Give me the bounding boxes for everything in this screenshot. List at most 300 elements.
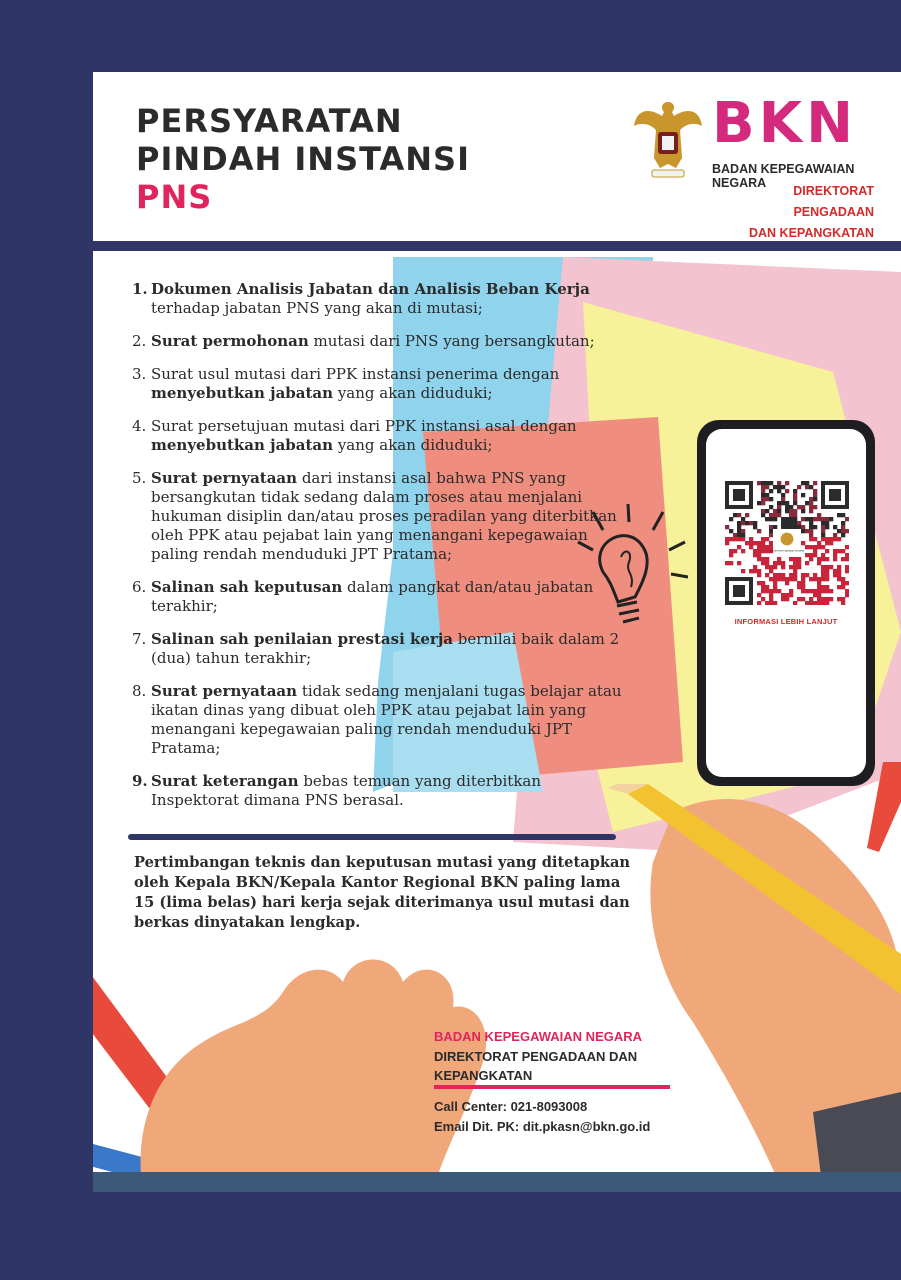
qr-module (777, 577, 781, 581)
qr-module (805, 481, 809, 485)
qr-module (761, 489, 765, 493)
qr-module (845, 553, 849, 557)
qr-module (841, 585, 845, 589)
qr-module (777, 485, 781, 489)
qr-center-emblem (781, 533, 794, 546)
qr-module (773, 561, 777, 565)
qr-module (765, 601, 769, 605)
qr-module (817, 581, 821, 585)
qr-module (757, 553, 761, 557)
qr-module (801, 585, 805, 589)
qr-module (825, 601, 829, 605)
qr-module (753, 541, 757, 545)
bottom-board-edge (93, 1172, 901, 1192)
qr-module (757, 481, 761, 485)
qr-module (749, 521, 753, 525)
qr-module (801, 505, 805, 509)
qr-module (797, 597, 801, 601)
qr-module (837, 537, 841, 541)
qr-module (785, 525, 789, 529)
qr-module (809, 553, 813, 557)
qr-module (837, 597, 841, 601)
qr-module (729, 537, 733, 541)
qr-module (817, 597, 821, 601)
qr-module (813, 545, 817, 549)
qr-module (837, 513, 841, 517)
qr-module (805, 529, 809, 533)
qr-module (769, 569, 773, 573)
qr-module (821, 533, 825, 537)
qr-module (785, 521, 789, 525)
qr-module (761, 485, 765, 489)
qr-module (797, 561, 801, 565)
bkn-logo-wordmark: BKN (712, 91, 857, 156)
requirement-plain-text: dari instansi asal bahwa PNS yang bersangkutan tidak sedang dalam proses atau menjalani hukuman disiplin dan/atau proses peradilan yang diterbitkan oleh PPK atau pejabat lain yang menangani kepegawaian paling rendah menduduki JPT Pratama; (151, 469, 617, 563)
qr-module (777, 513, 781, 517)
qr-module (809, 537, 813, 541)
qr-module (769, 593, 773, 597)
qr-module (829, 565, 833, 569)
qr-module (781, 525, 785, 529)
qr-module (737, 561, 741, 565)
requirement-plain-text: terhadap jabatan PNS yang akan di mutasi; (151, 299, 483, 317)
qr-module (829, 589, 833, 593)
qr-finder-core (733, 585, 745, 597)
requirement-number: 9. (132, 772, 148, 790)
qr-module (769, 545, 773, 549)
qr-module (805, 561, 809, 565)
qr-module (757, 501, 761, 505)
qr-module (813, 553, 817, 557)
requirement-item (132, 630, 632, 668)
requirement-bold-text: menyebutkan jabatan (151, 384, 334, 402)
qr-module (813, 481, 817, 485)
qr-module (845, 529, 849, 533)
requirement-number: 8. (132, 682, 147, 700)
qr-module (753, 569, 757, 573)
qr-module (813, 525, 817, 529)
qr-module (825, 565, 829, 569)
qr-module (801, 529, 805, 533)
qr-module (769, 597, 773, 601)
qr-module (805, 553, 809, 557)
qr-module (817, 517, 821, 521)
qr-module (773, 577, 777, 581)
qr-module (805, 545, 809, 549)
qr-module (769, 517, 773, 521)
qr-module (841, 557, 845, 561)
qr-module (809, 545, 813, 549)
qr-module (797, 557, 801, 561)
qr-module (841, 581, 845, 585)
qr-module (761, 589, 765, 593)
qr-module (845, 593, 849, 597)
qr-module (757, 581, 761, 585)
qr-module (749, 569, 753, 573)
qr-module (781, 577, 785, 581)
qr-module (809, 505, 813, 509)
qr-caption: INFORMASI LEBIH LANJUT (734, 617, 838, 626)
requirement-plain-text: bernilai baik dalam 2 (dua) tahun terakhir; (151, 630, 620, 667)
qr-module (777, 561, 781, 565)
qr-module (845, 581, 849, 585)
qr-module (813, 589, 817, 593)
qr-module (805, 485, 809, 489)
qr-module (765, 589, 769, 593)
title-line-1: PERSYARATAN (136, 102, 403, 140)
qr-module (817, 585, 821, 589)
footer-org-name: BADAN KEPEGAWAIAN NEGARA (434, 1029, 643, 1044)
qr-module (757, 545, 761, 549)
requirement-item (132, 772, 632, 810)
qr-module (841, 521, 845, 525)
qr-module (757, 569, 761, 573)
qr-module (793, 557, 797, 561)
qr-module (773, 601, 777, 605)
bkn-logo-directorate (712, 181, 874, 244)
qr-module (825, 585, 829, 589)
qr-module (793, 509, 797, 513)
qr-module (829, 517, 833, 521)
qr-module (801, 541, 805, 545)
qr-module (837, 573, 841, 577)
qr-module (825, 589, 829, 593)
requirement-item (132, 469, 632, 564)
qr-module (821, 597, 825, 601)
qr-module (741, 521, 745, 525)
qr-module (777, 501, 781, 505)
qr-module (813, 601, 817, 605)
qr-code[interactable] (725, 481, 849, 605)
qr-module (793, 497, 797, 501)
qr-module (825, 537, 829, 541)
qr-module (793, 569, 797, 573)
qr-module (817, 541, 821, 545)
requirement-text (151, 469, 632, 564)
qr-module (801, 581, 805, 585)
qr-module (793, 513, 797, 517)
qr-module (809, 601, 813, 605)
yellow-pencil-right-icon (608, 784, 901, 1044)
qr-module (785, 597, 789, 601)
qr-module (789, 577, 793, 581)
qr-module (841, 529, 845, 533)
qr-module (757, 601, 761, 605)
qr-module (753, 549, 757, 553)
qr-module (797, 581, 801, 585)
qr-module (761, 537, 765, 541)
qr-module (757, 529, 761, 533)
qr-module (801, 493, 805, 497)
qr-module (777, 489, 781, 493)
qr-module (793, 501, 797, 505)
requirement-plain-text: yang akan diduduki; (333, 436, 493, 454)
qr-module (809, 497, 813, 501)
qr-module (821, 553, 825, 557)
requirement-number: 3. (132, 365, 147, 383)
requirement-item (132, 417, 632, 455)
qr-module (797, 525, 801, 529)
qr-module (805, 601, 809, 605)
qr-module (769, 565, 773, 569)
qr-module (817, 577, 821, 581)
qr-module (785, 489, 789, 493)
qr-module (781, 573, 785, 577)
qr-module (833, 573, 837, 577)
footer-directorate: DIREKTORAT PENGADAAN DAN KEPANGKATAN (434, 1049, 638, 1083)
qr-module (741, 569, 745, 573)
qr-module (725, 525, 729, 529)
qr-center-label: BADAN KEPEGAWAIAN NEGARA (770, 550, 804, 553)
qr-module (793, 601, 797, 605)
qr-module (793, 577, 797, 581)
requirement-item (132, 682, 632, 758)
qr-module (781, 521, 785, 525)
qr-module (769, 505, 773, 509)
qr-module (825, 597, 829, 601)
qr-module (825, 517, 829, 521)
qr-module (737, 529, 741, 533)
qr-module (845, 569, 849, 573)
requirement-text (151, 332, 632, 351)
qr-module (781, 501, 785, 505)
qr-module (761, 513, 765, 517)
qr-module (845, 565, 849, 569)
qr-module (845, 557, 849, 561)
qr-module (781, 597, 785, 601)
qr-module (825, 569, 829, 573)
qr-module (837, 585, 841, 589)
qr-module (769, 533, 773, 537)
qr-module (793, 489, 797, 493)
footer-accent-line (434, 1085, 670, 1089)
qr-module (817, 593, 821, 597)
qr-module (821, 545, 825, 549)
requirement-item (132, 365, 632, 403)
qr-module (809, 577, 813, 581)
qr-module (725, 537, 729, 541)
qr-module (841, 597, 845, 601)
qr-module (741, 517, 745, 521)
qr-module (765, 573, 769, 577)
requirement-item (132, 280, 632, 318)
qr-module (801, 525, 805, 529)
qr-module (833, 537, 837, 541)
qr-module (733, 513, 737, 517)
qr-module (817, 601, 821, 605)
qr-module (785, 593, 789, 597)
qr-module (769, 525, 773, 529)
requirement-text (151, 417, 632, 455)
qr-module (801, 517, 805, 521)
qr-module (797, 585, 801, 589)
qr-module (777, 573, 781, 577)
qr-module (753, 553, 757, 557)
qr-module (777, 509, 781, 513)
qr-module (801, 589, 805, 593)
qr-module (837, 577, 841, 581)
qr-module (825, 573, 829, 577)
qr-module (761, 541, 765, 545)
qr-module (809, 521, 813, 525)
qr-module (841, 513, 845, 517)
requirement-plain-text: Surat persetujuan mutasi dari PPK instansi asal dengan (151, 417, 577, 435)
bkn-logo-directorate-line-1: DIREKTORAT PENGADAAN (793, 184, 874, 219)
qr-module (773, 509, 777, 513)
qr-module (765, 481, 769, 485)
qr-module (781, 493, 785, 497)
qr-finder-core (733, 489, 745, 501)
qr-module (805, 589, 809, 593)
qr-module (765, 493, 769, 497)
footer-contact (434, 1097, 650, 1137)
qr-module (765, 545, 769, 549)
requirement-text (151, 578, 632, 616)
qr-module (825, 577, 829, 581)
qr-module (845, 517, 849, 521)
qr-module (773, 513, 777, 517)
qr-module (765, 557, 769, 561)
qr-module (785, 501, 789, 505)
qr-module (765, 565, 769, 569)
requirement-plain-text: Surat usul mutasi dari PPK instansi penerima dengan (151, 365, 560, 383)
bkn-logo-org-name: BADAN KEPEGAWAIAN NEGARA (712, 162, 855, 190)
qr-module (769, 541, 773, 545)
qr-module (765, 485, 769, 489)
requirement-text (151, 682, 632, 758)
qr-module (725, 561, 729, 565)
requirement-plain-text: yang akan diduduki; (333, 384, 493, 402)
qr-module (829, 541, 833, 545)
qr-module (789, 505, 793, 509)
qr-module (737, 537, 741, 541)
qr-module (737, 513, 741, 517)
qr-module (737, 545, 741, 549)
qr-module (781, 561, 785, 565)
requirement-bold-text: menyebutkan jabatan (151, 436, 334, 454)
qr-module (821, 529, 825, 533)
qr-module (757, 593, 761, 597)
qr-module (765, 497, 769, 501)
page-title (136, 102, 470, 216)
qr-module (813, 573, 817, 577)
requirement-number: 4. (132, 417, 147, 435)
qr-module (825, 541, 829, 545)
qr-module (825, 549, 829, 553)
qr-module (789, 573, 793, 577)
qr-module (733, 549, 737, 553)
qr-module (773, 589, 777, 593)
requirement-number: 1. (132, 280, 148, 298)
requirement-number: 7. (132, 630, 147, 648)
requirement-number: 5. (132, 469, 147, 487)
qr-module (781, 565, 785, 569)
qr-module (801, 577, 805, 581)
qr-module (781, 517, 785, 521)
qr-module (769, 497, 773, 501)
qr-module (793, 565, 797, 569)
qr-module (813, 489, 817, 493)
qr-module (729, 553, 733, 557)
title-line-2: PINDAH INSTANSI (136, 140, 470, 178)
qr-module (845, 589, 849, 593)
qr-module (773, 517, 777, 521)
requirement-number: 6. (132, 578, 147, 596)
qr-module (797, 521, 801, 525)
qr-module (809, 533, 813, 537)
qr-module (773, 581, 777, 585)
qr-module (809, 509, 813, 513)
call-center-text: Call Center: 021-8093008 (434, 1099, 588, 1114)
qr-module (749, 537, 753, 541)
qr-module (837, 529, 841, 533)
qr-module (833, 533, 837, 537)
qr-module (833, 525, 837, 529)
qr-module (837, 565, 841, 569)
qr-finder-core (829, 489, 841, 501)
qr-module (833, 569, 837, 573)
qr-module (829, 537, 833, 541)
qr-module (765, 517, 769, 521)
list-divider (128, 834, 616, 840)
qr-module (797, 485, 801, 489)
qr-module (809, 529, 813, 533)
qr-module (841, 533, 845, 537)
qr-module (765, 561, 769, 565)
qr-module (817, 545, 821, 549)
requirement-text (151, 280, 632, 318)
qr-module (801, 573, 805, 577)
qr-module (829, 597, 833, 601)
qr-module (813, 577, 817, 581)
qr-module (761, 493, 765, 497)
qr-module (837, 549, 841, 553)
qr-module (805, 517, 809, 521)
qr-module (821, 573, 825, 577)
qr-module (757, 557, 761, 561)
qr-module (765, 537, 769, 541)
requirement-plain-text: tidak sedang menjalani tugas belajar atau ikatan dinas yang dibuat oleh PPK atau pejabat lain yang menangani kepegawaian paling rendah menduduki JPT Pratama; (151, 682, 622, 757)
qr-module (769, 589, 773, 593)
qr-module (813, 517, 817, 521)
qr-module (793, 493, 797, 497)
qr-module (793, 561, 797, 565)
requirement-text (151, 772, 632, 810)
requirement-plain-text: bebas temuan yang diterbitkan Inspektorat dimana PNS berasal. (151, 772, 542, 809)
qr-module (725, 541, 729, 545)
qr-module (761, 561, 765, 565)
qr-module (821, 521, 825, 525)
qr-module (833, 557, 837, 561)
qr-module (745, 521, 749, 525)
bkn-logo-directorate-line-2: DAN KEPANGKATAN (749, 226, 874, 240)
qr-module (841, 525, 845, 529)
qr-module (817, 561, 821, 565)
processing-note: Pertimbangan teknis dan keputusan mutasi yang ditetapkan oleh Kepala BKN/Kepala Kantor Regional BKN paling lama 15 (lima belas) hari kerja sejak diterimanya usul mutasi dan berkas dinyatakan lengkap. (134, 854, 631, 931)
qr-module (781, 485, 785, 489)
qr-module (769, 513, 773, 517)
qr-module (769, 577, 773, 581)
qr-module (753, 525, 757, 529)
requirement-bold-text: Dokumen Analisis Jabatan dan Analisis Beban Kerja (151, 280, 590, 298)
qr-module (737, 525, 741, 529)
qr-module (789, 589, 793, 593)
qr-module (813, 497, 817, 501)
qr-module (825, 557, 829, 561)
qr-module (737, 533, 741, 537)
qr-module (809, 589, 813, 593)
qr-module (741, 533, 745, 537)
